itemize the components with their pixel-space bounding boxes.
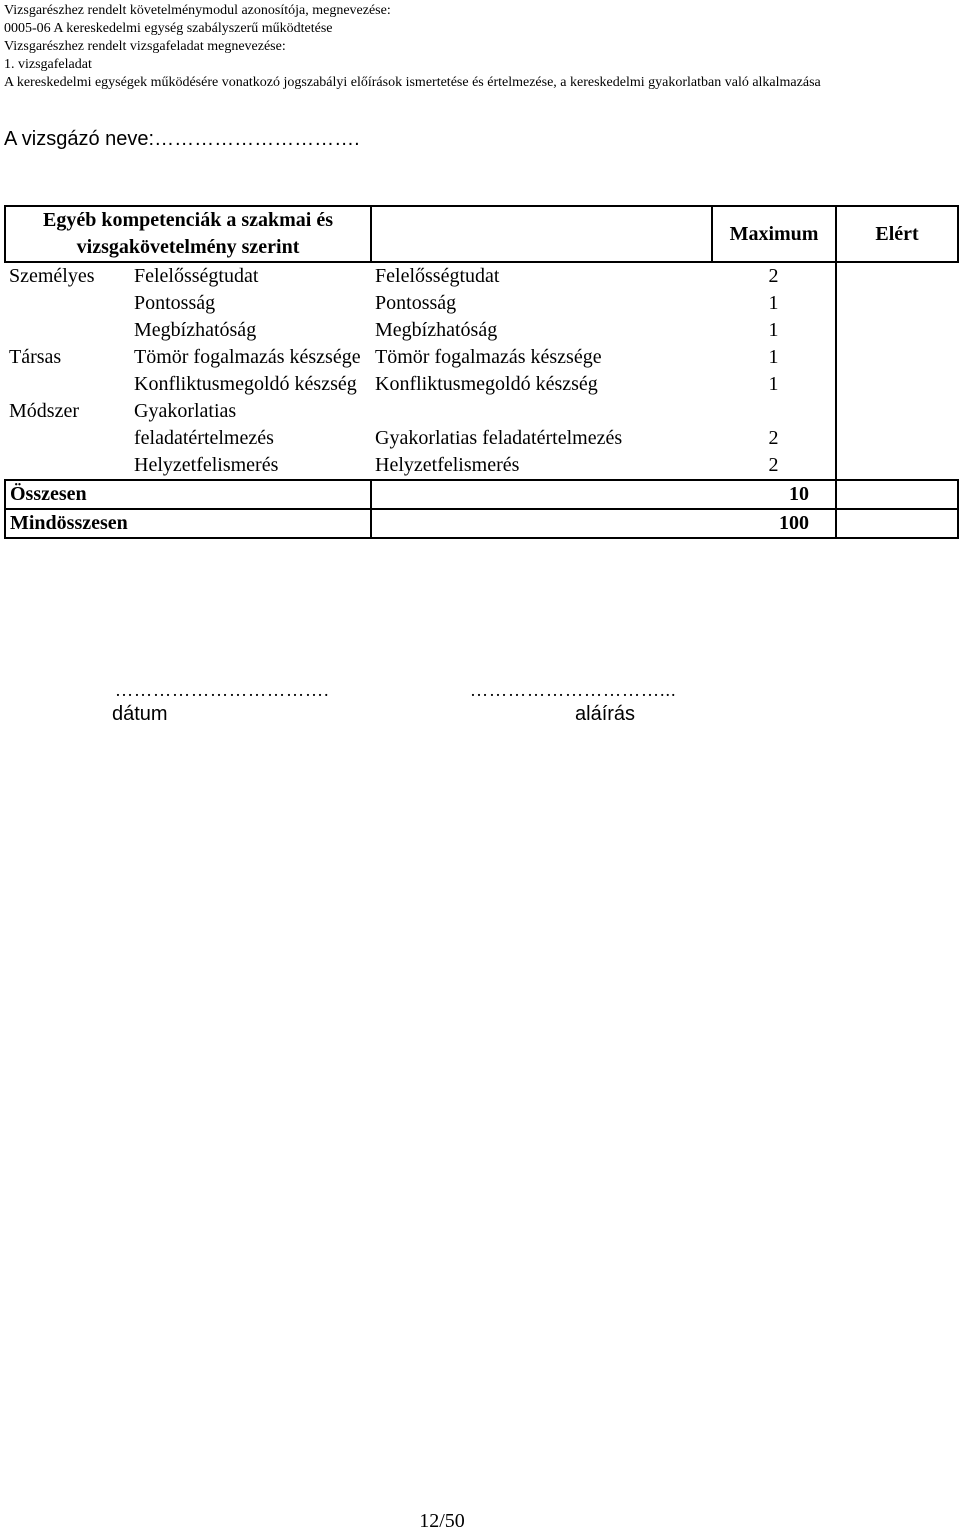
achieved-score-cell[interactable]: [836, 262, 958, 290]
group-cell: Módszer: [9, 400, 79, 422]
task-title: A kereskedelmi egységek működésére vonatkozó jogszabályi előírások ismertetése és értelmezése, a kereskedelmi gyakorlatban való alkalmazása: [4, 75, 821, 90]
competency-item-cell: Tömör fogalmazás készsége: [375, 346, 602, 368]
competency-name-cell: Pontosság: [134, 292, 216, 314]
table-row: [5, 290, 958, 317]
table-row: [5, 452, 958, 480]
competency-table: [4, 205, 959, 539]
total-label: Összesen: [5, 480, 371, 509]
max-score-cell: 1: [712, 290, 836, 317]
achieved-score-cell[interactable]: [836, 371, 958, 398]
group-cell: [5, 452, 130, 480]
competency-name-cell: Konfliktusmegoldó készség: [134, 373, 357, 395]
competency-item-cell: Pontosság: [375, 292, 457, 314]
signature-label: aláírás: [575, 703, 636, 725]
group-cell: [5, 371, 130, 398]
document-header: [4, 2, 954, 92]
grand-total-achieved-cell[interactable]: [836, 509, 958, 538]
page-number: 12/50: [419, 1510, 465, 1532]
module-label: Vizsgarészhez rendelt követelménymodul azonosítója, megnevezése:: [4, 3, 391, 18]
max-score-cell: 2: [712, 262, 836, 290]
competency-item-cell: Gyakorlatias feladatértelmezés: [375, 427, 623, 449]
maximum-header: Maximum: [712, 206, 836, 262]
competency-name-cell: Felelősségtudat: [134, 265, 259, 287]
grand-total-row: [5, 509, 958, 538]
examinee-name-field[interactable]: ………………………….: [154, 128, 360, 150]
achieved-score-cell[interactable]: [836, 317, 958, 344]
achieved-score-cell[interactable]: [836, 344, 958, 371]
module-title: 0005-06 A kereskedelmi egység szabályszerű működtetése: [4, 21, 333, 36]
table-row: [5, 344, 958, 371]
examinee-name-label: A vizsgázó neve:: [4, 128, 155, 150]
grand-total-value: 100: [371, 509, 836, 538]
group-cell: [5, 317, 130, 344]
total-value: 10: [371, 480, 836, 509]
signature-field[interactable]: …………………………...: [470, 680, 677, 700]
group-cell: Társas: [9, 346, 62, 368]
task-number: 1. vizsgafeladat: [4, 57, 92, 72]
competency-name-cell: Gyakorlatias feladatértelmezés: [134, 400, 274, 449]
table-header-row: [5, 206, 958, 262]
task-label: Vizsgarészhez rendelt vizsgafeladat megnevezése:: [4, 39, 286, 54]
max-score-cell: 1: [712, 317, 836, 344]
date-field[interactable]: …………………………….: [115, 680, 330, 700]
competency-item-cell: Konfliktusmegoldó készség: [375, 373, 598, 395]
competency-item-cell: Megbízhatóság: [375, 319, 498, 341]
table-row: [5, 262, 958, 290]
date-label: dátum: [112, 703, 168, 725]
grand-total-label: Mindösszesen: [5, 509, 371, 538]
examinee-name-line: [4, 126, 360, 152]
max-score-cell: 1: [712, 371, 836, 398]
empty-header-cell: [371, 206, 712, 262]
competency-name-cell: Helyzetfelismerés: [130, 452, 371, 480]
max-score-cell: 2: [712, 398, 836, 452]
competency-header: Egyéb kompetenciák a szakmai és vizsgakövetelmény szerint: [5, 206, 371, 262]
group-cell: Személyes: [9, 265, 95, 287]
table-row: [5, 371, 958, 398]
achieved-score-cell[interactable]: [836, 452, 958, 480]
achieved-header: Elért: [836, 206, 958, 262]
competency-item-cell: Helyzetfelismerés: [371, 452, 712, 480]
table-row: [5, 398, 958, 452]
table-row: [5, 317, 958, 344]
max-score-cell: 1: [712, 344, 836, 371]
achieved-score-cell[interactable]: [836, 398, 958, 452]
competency-name-cell: Tömör fogalmazás készsége: [134, 346, 361, 368]
competency-item-cell: Felelősségtudat: [375, 265, 500, 287]
total-row: [5, 480, 958, 509]
group-cell: [5, 290, 130, 317]
achieved-score-cell[interactable]: [836, 290, 958, 317]
total-achieved-cell[interactable]: [836, 480, 958, 509]
max-score-cell: 2: [712, 452, 836, 480]
competency-name-cell: Megbízhatóság: [134, 319, 257, 341]
